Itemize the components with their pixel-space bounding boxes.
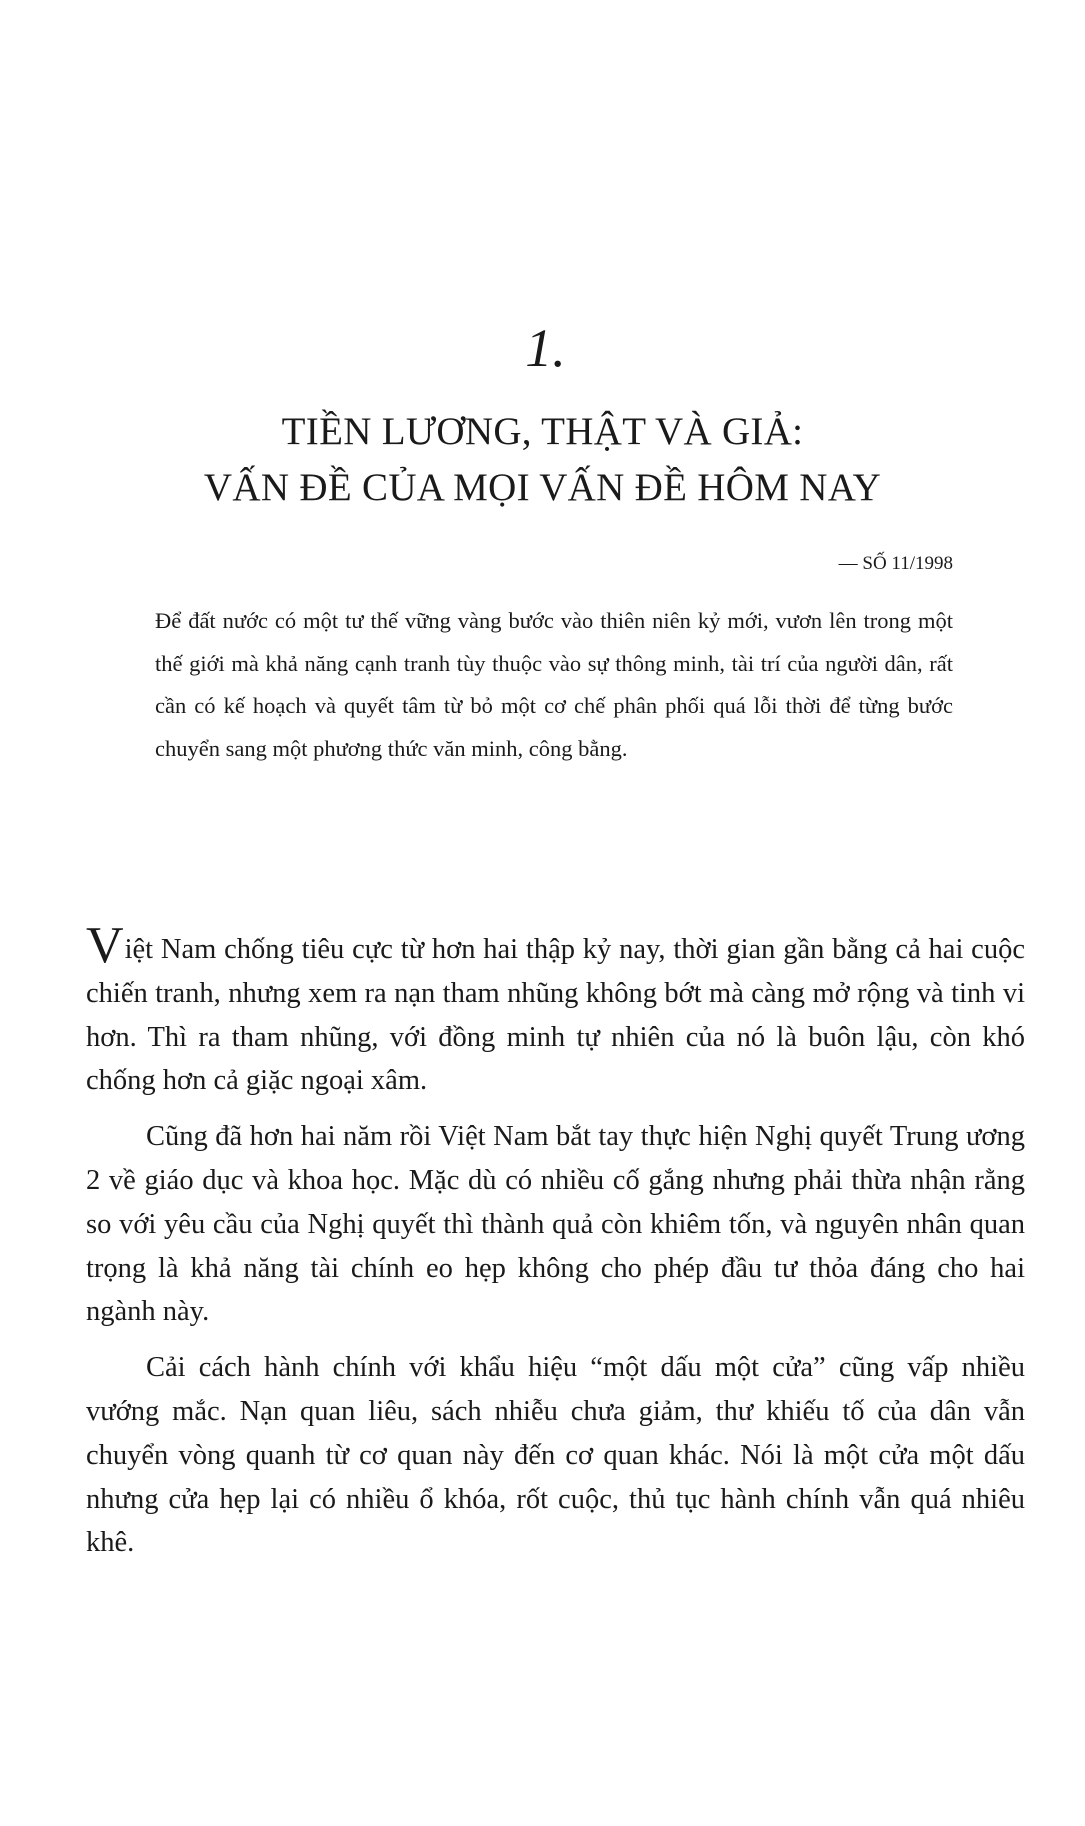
- chapter-number: 1.: [525, 318, 566, 378]
- paragraph-2: Cũng đã hơn hai năm rồi Việt Nam bắt tay thực hiện Nghị quyết Trung ương 2 về giáo dục và khoa học. Mặc dù có nhiều cố gắng nhưng phải thừa nhận rằng so với yêu cầu của Nghị quyết thì thành quả còn khiêm tốn, và nguyên nhân quan trọng là khả năng tài chính eo hẹp không cho phép đầu tư thỏa đáng cho hai ngành này.: [86, 1121, 1025, 1328]
- chapter-title-line-2: VẤN ĐỀ CỦA MỌI VẤN ĐỀ HÔM NAY: [203, 466, 882, 509]
- body-text: [86, 917, 1025, 1577]
- paragraph-1-text: iệt Nam chống tiêu cực từ hơn hai thập kỷ nay, thời gian gần bằng cả hai cuộc chiến tranh, nhưng xem ra nạn tham nhũng không bớt mà càng mở rộng và tinh vi hơn. Thì ra tham nhũng, với đồng minh tự nhiên của nó là buôn lậu, còn khó chống hơn cả giặc ngoại xâm.: [86, 934, 1025, 1097]
- paragraph-3: Cải cách hành chính với khẩu hiệu “một dấu một cửa” cũng vấp nhiều vướng mắc. Nạn quan liêu, sách nhiễu chưa giảm, thư khiếu tố của dân vẫn chuyển vòng quanh từ cơ quan này đến cơ quan khác. Nói là một cửa một dấu nhưng cửa hẹp lại có nhiều ổ khóa, rốt cuộc, thủ tục hành chính vẫn quá nhiêu khê.: [86, 1352, 1025, 1559]
- source-note: — SỐ 11/1998: [838, 553, 953, 574]
- drop-letter: V: [86, 917, 124, 974]
- chapter-title-line-1: TIỀN LƯƠNG, THẬT VÀ GIẢ:: [281, 410, 804, 453]
- chapter-title: [0, 404, 1085, 516]
- paragraph-1: [86, 917, 1025, 1103]
- epigraph: Để đất nước có một tư thế vững vàng bước vào thiên niên kỷ mới, vươn lên trong một thế giới mà khả năng cạnh tranh tùy thuộc vào sự thông minh, tài trí của người dân, rất cần có kế hoạch và quyết tâm từ bỏ một cơ chế phân phối quá lỗi thời để từng bước chuyển sang một phương thức văn minh, công bằng.: [155, 608, 953, 761]
